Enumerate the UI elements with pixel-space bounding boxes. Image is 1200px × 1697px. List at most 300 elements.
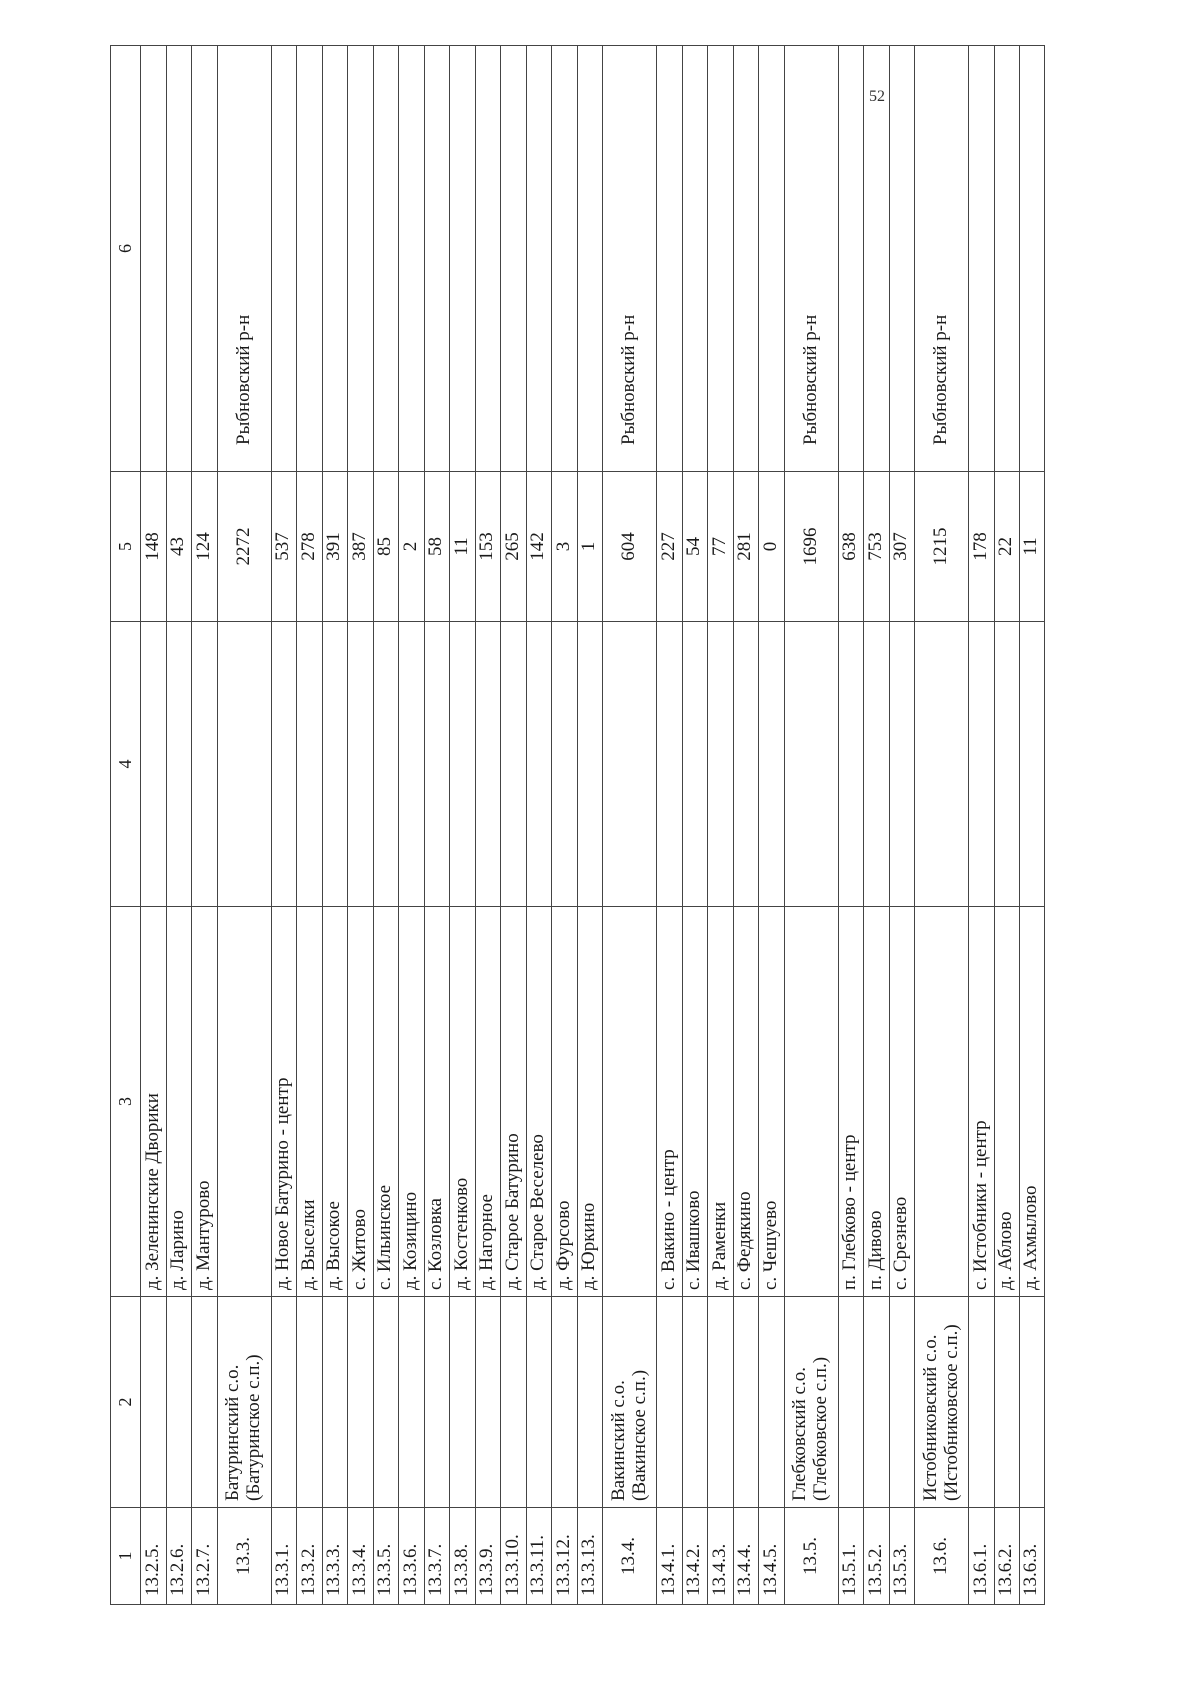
district-name: Рыбновский р-н bbox=[799, 314, 821, 445]
group-row bbox=[217, 45, 271, 1605]
population-cell bbox=[969, 472, 994, 622]
table-row bbox=[347, 45, 373, 1605]
table-row bbox=[758, 45, 784, 1605]
population-cell bbox=[657, 472, 682, 622]
table-row bbox=[424, 45, 450, 1605]
unit-cell bbox=[603, 1297, 656, 1508]
row-number: 13.3.3. bbox=[323, 1543, 345, 1596]
district-name: Рыбновский р-н bbox=[232, 314, 254, 445]
unit-cell bbox=[785, 1297, 838, 1508]
table-row bbox=[373, 45, 399, 1605]
table-row bbox=[682, 45, 708, 1605]
district-cell bbox=[323, 45, 348, 472]
population-cell bbox=[141, 472, 166, 622]
row-number: 13.4.4. bbox=[734, 1543, 756, 1596]
unit-cell bbox=[864, 1297, 889, 1508]
unit-cell bbox=[272, 1297, 297, 1508]
header-cell-6 bbox=[111, 45, 140, 472]
district-cell bbox=[890, 45, 915, 472]
header-label: 1 bbox=[114, 1551, 135, 1561]
row-number: 13.5.2. bbox=[864, 1543, 886, 1596]
row-number: 13.4. bbox=[618, 1537, 640, 1575]
settlement-cell bbox=[995, 907, 1020, 1297]
row-number: 13.6.3. bbox=[1020, 1543, 1042, 1596]
empty-cell bbox=[603, 622, 656, 907]
district-cell bbox=[708, 45, 733, 472]
row-number: 13.3.4. bbox=[348, 1543, 370, 1596]
settlement-cell bbox=[297, 907, 322, 1297]
rotated-content bbox=[110, 45, 1110, 1605]
settlement-cell bbox=[969, 907, 994, 1297]
population-cell bbox=[297, 472, 322, 622]
table-row bbox=[526, 45, 552, 1605]
settlement-name: д. Старое Батурино bbox=[501, 1133, 523, 1290]
table-row bbox=[398, 45, 424, 1605]
population-value: 58 bbox=[425, 537, 447, 556]
unit-cell bbox=[578, 1297, 603, 1508]
empty-cell bbox=[348, 622, 373, 907]
row-number: 13.5. bbox=[799, 1537, 821, 1575]
row-number: 13.3.9. bbox=[476, 1543, 498, 1596]
settlement-cell bbox=[141, 907, 166, 1297]
empty-cell bbox=[759, 622, 784, 907]
population-value: 753 bbox=[864, 532, 886, 561]
population-cell bbox=[785, 472, 838, 622]
row-number-cell bbox=[425, 1508, 450, 1605]
page-number: 52 bbox=[869, 88, 885, 105]
settlement-name: п. Глебково - центр bbox=[839, 1134, 861, 1290]
row-number: 13.3.1. bbox=[272, 1543, 294, 1596]
district-cell bbox=[578, 45, 603, 472]
settlement-name: д. Высокое bbox=[323, 1201, 345, 1290]
settlement-cell bbox=[839, 907, 864, 1297]
header-cell-3 bbox=[111, 907, 140, 1297]
row-number-cell bbox=[995, 1508, 1020, 1605]
population-value: 604 bbox=[618, 532, 640, 561]
group-row bbox=[914, 45, 968, 1605]
unit-name-line: Вакинский с.о. bbox=[607, 1380, 629, 1501]
row-number: 13.5.3. bbox=[890, 1543, 912, 1596]
settlement-name: д. Мантурово bbox=[192, 1180, 214, 1290]
district-cell bbox=[734, 45, 759, 472]
settlement-name: д. Юркино bbox=[578, 1202, 600, 1290]
population-value: 85 bbox=[374, 537, 396, 556]
row-number: 13.4.3. bbox=[708, 1543, 730, 1596]
settlement-cell bbox=[603, 907, 656, 1297]
unit-name-line: Глебковский с.о. bbox=[789, 1367, 811, 1501]
settlement-name: с. Истобники - центр bbox=[969, 1120, 991, 1290]
table-row bbox=[140, 45, 166, 1605]
settlement-name: д. Раменки bbox=[708, 1201, 730, 1290]
row-number-cell bbox=[192, 1508, 217, 1605]
empty-cell bbox=[657, 622, 682, 907]
settlement-cell bbox=[348, 907, 373, 1297]
settlement-name: д. Зеленинские Дворики bbox=[141, 1093, 163, 1290]
population-value: 3 bbox=[552, 541, 574, 552]
row-number-cell bbox=[399, 1508, 424, 1605]
empty-cell bbox=[578, 622, 603, 907]
settlement-name: с. Житово bbox=[348, 1208, 370, 1290]
empty-cell bbox=[839, 622, 864, 907]
district-cell bbox=[272, 45, 297, 472]
population-value: 22 bbox=[995, 537, 1017, 556]
population-value: 77 bbox=[708, 537, 730, 556]
table-row bbox=[577, 45, 603, 1605]
row-number: 13.6.1. bbox=[969, 1543, 991, 1596]
table-row bbox=[271, 45, 297, 1605]
row-number-cell bbox=[785, 1508, 838, 1605]
population-cell bbox=[839, 472, 864, 622]
population-value: 227 bbox=[657, 532, 679, 561]
population-value: 638 bbox=[839, 532, 861, 561]
row-number: 13.4.5. bbox=[759, 1543, 781, 1596]
settlement-cell bbox=[425, 907, 450, 1297]
settlement-cell bbox=[450, 907, 475, 1297]
empty-cell bbox=[374, 622, 399, 907]
settlement-cell bbox=[734, 907, 759, 1297]
population-value: 537 bbox=[272, 532, 294, 561]
population-value: 307 bbox=[890, 532, 912, 561]
row-number: 13.2.7. bbox=[192, 1543, 214, 1596]
row-number: 13.4.1. bbox=[657, 1543, 679, 1596]
population-cell bbox=[374, 472, 399, 622]
district-cell bbox=[969, 45, 994, 472]
table-row bbox=[733, 45, 759, 1605]
table-row bbox=[322, 45, 348, 1605]
settlement-cell bbox=[657, 907, 682, 1297]
table-row bbox=[551, 45, 577, 1605]
unit-cell bbox=[734, 1297, 759, 1508]
empty-cell bbox=[167, 622, 192, 907]
population-value: 124 bbox=[192, 532, 214, 561]
header-cell-1 bbox=[111, 1508, 140, 1605]
population-cell bbox=[578, 472, 603, 622]
district-cell bbox=[399, 45, 424, 472]
row-number-cell bbox=[864, 1508, 889, 1605]
population-cell bbox=[890, 472, 915, 622]
empty-cell bbox=[527, 622, 552, 907]
settlement-name: д. Фурсово bbox=[552, 1200, 574, 1290]
unit-name-line: Истобниковский с.о. bbox=[919, 1334, 941, 1501]
row-number: 13.2.5. bbox=[141, 1543, 163, 1596]
table-row bbox=[296, 45, 322, 1605]
population-cell bbox=[167, 472, 192, 622]
population-value: 11 bbox=[1020, 537, 1042, 556]
row-number: 13.6. bbox=[930, 1537, 952, 1575]
population-cell bbox=[864, 472, 889, 622]
empty-cell bbox=[708, 622, 733, 907]
group-row bbox=[784, 45, 838, 1605]
population-cell bbox=[708, 472, 733, 622]
table-row bbox=[994, 45, 1020, 1605]
settlement-cell bbox=[915, 907, 968, 1297]
row-number-cell bbox=[323, 1508, 348, 1605]
settlement-name: с. Срезнево bbox=[890, 1196, 912, 1290]
header-label: 2 bbox=[114, 1397, 135, 1407]
population-cell bbox=[450, 472, 475, 622]
row-number-cell bbox=[734, 1508, 759, 1605]
row-number: 13.3.5. bbox=[374, 1543, 396, 1596]
empty-cell bbox=[1020, 622, 1044, 907]
settlement-name: д. Новое Батурино - центр bbox=[272, 1077, 294, 1290]
table-row bbox=[166, 45, 192, 1605]
population-value: 11 bbox=[450, 537, 472, 556]
row-number-cell bbox=[552, 1508, 577, 1605]
population-cell bbox=[995, 472, 1020, 622]
row-number-cell bbox=[603, 1508, 656, 1605]
settlement-name: д. Костенково bbox=[450, 1177, 472, 1290]
row-number: 13.3.8. bbox=[450, 1543, 472, 1596]
settlement-cell bbox=[1020, 907, 1044, 1297]
population-value: 142 bbox=[527, 532, 549, 561]
empty-cell bbox=[501, 622, 526, 907]
settlement-name: д. Ларино bbox=[167, 1210, 189, 1290]
population-cell bbox=[552, 472, 577, 622]
settlement-name: д. Ахмылово bbox=[1020, 1185, 1042, 1290]
empty-cell bbox=[785, 622, 838, 907]
population-cell bbox=[348, 472, 373, 622]
row-number-cell bbox=[657, 1508, 682, 1605]
population-cell bbox=[218, 472, 271, 622]
row-number-cell bbox=[890, 1508, 915, 1605]
row-number-cell bbox=[839, 1508, 864, 1605]
row-number-cell bbox=[476, 1508, 501, 1605]
settlement-cell bbox=[890, 907, 915, 1297]
table-row bbox=[889, 45, 915, 1605]
population-value: 43 bbox=[167, 537, 189, 556]
settlement-cell bbox=[785, 907, 838, 1297]
header-label: 3 bbox=[114, 1097, 135, 1106]
population-value: 148 bbox=[141, 532, 163, 561]
unit-cell bbox=[969, 1297, 994, 1508]
population-value: 1 bbox=[578, 541, 600, 552]
empty-cell bbox=[683, 622, 708, 907]
row-number-cell bbox=[1020, 1508, 1044, 1605]
unit-cell bbox=[297, 1297, 322, 1508]
settlement-cell bbox=[683, 907, 708, 1297]
settlement-cell bbox=[864, 907, 889, 1297]
settlement-name: с. Ивашково bbox=[683, 1190, 705, 1290]
settlement-cell bbox=[399, 907, 424, 1297]
table-row bbox=[838, 45, 864, 1605]
row-number: 13.3.2. bbox=[297, 1543, 319, 1596]
empty-cell bbox=[969, 622, 994, 907]
row-number: 13.6.2. bbox=[995, 1543, 1017, 1596]
row-number-cell bbox=[272, 1508, 297, 1605]
row-number: 13.3.6. bbox=[399, 1543, 421, 1596]
population-cell bbox=[683, 472, 708, 622]
row-number-cell bbox=[167, 1508, 192, 1605]
settlement-name: д. Козицино bbox=[399, 1191, 421, 1290]
district-name: Рыбновский р-н bbox=[618, 314, 640, 445]
settlement-cell bbox=[476, 907, 501, 1297]
empty-cell bbox=[399, 622, 424, 907]
population-cell bbox=[527, 472, 552, 622]
row-number: 13.3.13. bbox=[578, 1534, 600, 1596]
population-value: 0 bbox=[759, 541, 781, 552]
empty-cell bbox=[218, 622, 271, 907]
empty-cell bbox=[297, 622, 322, 907]
empty-cell bbox=[890, 622, 915, 907]
unit-name-line: (Глебковское с.п.) bbox=[810, 1356, 831, 1501]
empty-cell bbox=[450, 622, 475, 907]
table-row bbox=[191, 45, 217, 1605]
district-cell bbox=[141, 45, 166, 472]
row-number: 13.3. bbox=[232, 1537, 254, 1575]
row-number-cell bbox=[450, 1508, 475, 1605]
population-value: 178 bbox=[969, 532, 991, 561]
header-cell-4 bbox=[111, 622, 140, 907]
district-cell bbox=[374, 45, 399, 472]
settlement-cell bbox=[167, 907, 192, 1297]
population-value: 2 bbox=[399, 541, 421, 552]
population-cell bbox=[476, 472, 501, 622]
district-cell bbox=[527, 45, 552, 472]
row-number: 13.3.12. bbox=[552, 1534, 574, 1596]
row-number-cell bbox=[915, 1508, 968, 1605]
empty-cell bbox=[552, 622, 577, 907]
settlement-name: д. Старое Веселево bbox=[527, 1134, 549, 1290]
unit-cell bbox=[839, 1297, 864, 1508]
empty-cell bbox=[425, 622, 450, 907]
row-number-cell bbox=[348, 1508, 373, 1605]
population-cell bbox=[323, 472, 348, 622]
district-cell bbox=[1020, 45, 1044, 472]
unit-cell bbox=[476, 1297, 501, 1508]
unit-cell bbox=[1020, 1297, 1044, 1508]
district-cell bbox=[425, 45, 450, 472]
settlement-name: п. Дивово bbox=[864, 1210, 886, 1290]
unit-cell bbox=[374, 1297, 399, 1508]
table-header bbox=[110, 45, 140, 1605]
row-number-cell bbox=[141, 1508, 166, 1605]
population-value: 2272 bbox=[232, 527, 254, 566]
unit-name-line: Батуринский с.о. bbox=[222, 1364, 244, 1501]
settlement-name: с. Козловка bbox=[425, 1198, 447, 1290]
settlement-cell bbox=[708, 907, 733, 1297]
settlement-cell bbox=[272, 907, 297, 1297]
header-cell-2 bbox=[111, 1297, 140, 1508]
population-value: 391 bbox=[323, 532, 345, 561]
population-value: 278 bbox=[297, 532, 319, 561]
unit-cell bbox=[708, 1297, 733, 1508]
district-cell bbox=[839, 45, 864, 472]
table-row bbox=[707, 45, 733, 1605]
row-number-cell bbox=[969, 1508, 994, 1605]
unit-cell bbox=[915, 1297, 968, 1508]
unit-cell bbox=[450, 1297, 475, 1508]
settlement-name: с. Ильинское bbox=[374, 1184, 396, 1290]
population-value: 281 bbox=[734, 532, 756, 561]
unit-name-line: (Истобниковское с.п.) bbox=[940, 1324, 962, 1501]
empty-cell bbox=[323, 622, 348, 907]
table-row bbox=[449, 45, 475, 1605]
unit-cell bbox=[890, 1297, 915, 1508]
header-label: 6 bbox=[114, 244, 135, 253]
table-row bbox=[475, 45, 501, 1605]
empty-cell bbox=[864, 622, 889, 907]
row-number: 13.3.11. bbox=[527, 1534, 549, 1596]
row-number: 13.3.10. bbox=[501, 1534, 523, 1596]
district-cell bbox=[552, 45, 577, 472]
settlement-cell bbox=[323, 907, 348, 1297]
unit-name-line: (Вакинское с.п.) bbox=[628, 1369, 650, 1501]
unit-cell bbox=[527, 1297, 552, 1508]
unit-cell bbox=[995, 1297, 1020, 1508]
unit-cell bbox=[657, 1297, 682, 1508]
settlement-name: с. Чешуево bbox=[759, 1200, 781, 1290]
unit-cell bbox=[683, 1297, 708, 1508]
empty-cell bbox=[192, 622, 217, 907]
district-cell bbox=[683, 45, 708, 472]
table-row bbox=[1019, 45, 1045, 1605]
row-number-cell bbox=[218, 1508, 271, 1605]
population-value: 54 bbox=[683, 537, 705, 556]
row-number-cell bbox=[759, 1508, 784, 1605]
table-row bbox=[968, 45, 994, 1605]
table-row bbox=[863, 45, 889, 1605]
row-number-cell bbox=[578, 1508, 603, 1605]
district-cell bbox=[603, 45, 656, 472]
population-cell bbox=[399, 472, 424, 622]
population-value: 1215 bbox=[930, 527, 952, 566]
settlements-table bbox=[110, 45, 1110, 1605]
header-label: 4 bbox=[114, 759, 135, 769]
row-number: 13.2.6. bbox=[167, 1543, 189, 1596]
district-cell bbox=[995, 45, 1020, 472]
population-value: 153 bbox=[476, 532, 498, 561]
population-value: 1696 bbox=[799, 527, 821, 566]
settlement-name: д. Выселки bbox=[297, 1199, 319, 1290]
row-number-cell bbox=[527, 1508, 552, 1605]
empty-cell bbox=[141, 622, 166, 907]
unit-cell bbox=[759, 1297, 784, 1508]
district-cell bbox=[192, 45, 217, 472]
unit-cell bbox=[348, 1297, 373, 1508]
settlement-cell bbox=[374, 907, 399, 1297]
district-cell bbox=[915, 45, 968, 472]
district-cell bbox=[297, 45, 322, 472]
unit-cell bbox=[399, 1297, 424, 1508]
settlement-name: д. Аблово bbox=[995, 1211, 1017, 1290]
row-number: 13.5.1. bbox=[839, 1543, 861, 1596]
unit-cell bbox=[552, 1297, 577, 1508]
district-cell bbox=[218, 45, 271, 472]
settlement-name: с. Федякино bbox=[734, 1191, 756, 1290]
district-name: Рыбновский р-н bbox=[930, 314, 952, 445]
unit-cell bbox=[425, 1297, 450, 1508]
population-cell bbox=[425, 472, 450, 622]
settlement-name: д. Нагорное bbox=[476, 1194, 498, 1290]
empty-cell bbox=[995, 622, 1020, 907]
population-cell bbox=[734, 472, 759, 622]
settlement-cell bbox=[552, 907, 577, 1297]
population-value: 265 bbox=[501, 532, 523, 561]
table-row bbox=[500, 45, 526, 1605]
population-cell bbox=[759, 472, 784, 622]
header-cell-5 bbox=[111, 472, 140, 622]
settlement-cell bbox=[218, 907, 271, 1297]
population-cell bbox=[915, 472, 968, 622]
row-number-cell bbox=[297, 1508, 322, 1605]
empty-cell bbox=[476, 622, 501, 907]
district-cell bbox=[476, 45, 501, 472]
unit-cell bbox=[323, 1297, 348, 1508]
district-cell bbox=[785, 45, 838, 472]
row-number: 13.3.7. bbox=[425, 1543, 447, 1596]
empty-cell bbox=[272, 622, 297, 907]
district-cell bbox=[501, 45, 526, 472]
